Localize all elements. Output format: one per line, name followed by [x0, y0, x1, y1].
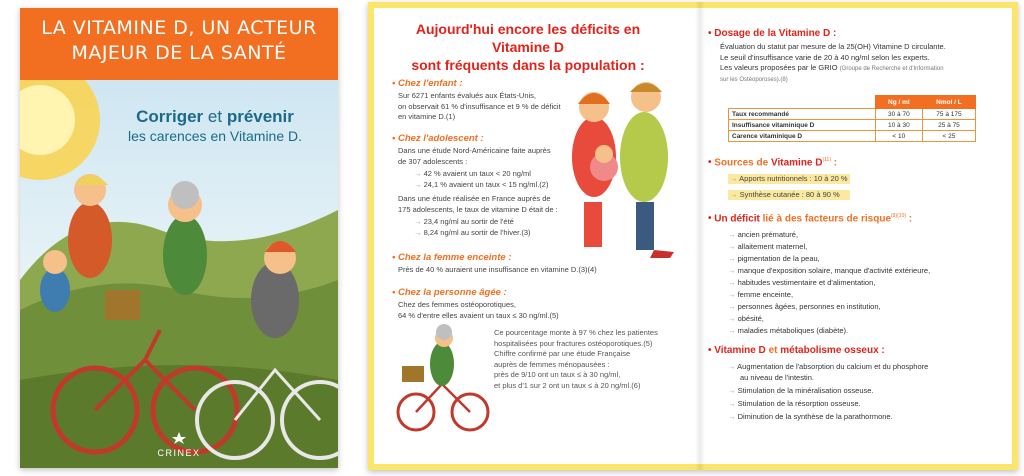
- list-item: → personnes âgées, personnes en institution,: [728, 302, 881, 311]
- list-item: → femme enceinte,: [728, 290, 794, 299]
- list-item: → ancien prématuré,: [728, 230, 799, 239]
- section-heading-agee: • Chez la personne âgée :: [392, 287, 507, 298]
- table-row: Carence vitaminique D < 10 < 25: [729, 131, 976, 142]
- brochure-inner-spread: [368, 2, 1018, 470]
- section-text-adolescent-1: Dans une étude Nord-Américaine faite auprès de 307 adolescents :: [398, 146, 551, 166]
- list-item: → 23,4 ng/ml au sortir de l'été: [414, 217, 514, 226]
- section-text-adolescent-2: Dans une étude réalisée en France auprès de 175 adolescents, le taux de vitamine D était de :: [398, 194, 558, 214]
- list-item: → Stimulation de la résorption osseuse.: [728, 399, 861, 408]
- list-item: → maladies métaboliques (diabète).: [728, 326, 849, 335]
- section-heading-sources: • Sources de Vitamine $D^{(11)}$ :: [708, 157, 837, 168]
- list-item: → obésité,: [728, 314, 764, 323]
- section-heading-risques: • Un déficit lié à des facteurs de risque$^{(9)(10)}$ :: [708, 213, 912, 224]
- table-row: Taux recommandé 30 à 70 75 à 175: [729, 109, 976, 120]
- list-item: → habitudes vestimentaire et d'alimentation,: [728, 278, 876, 287]
- section-text-enceinte: Près de 40 % auraient une insuffisance en vitamine D.(3)(4): [398, 265, 597, 274]
- cover-title-band: [20, 8, 338, 80]
- list-item: → 8,24 ng/ml au sortir de l'hiver.(3): [414, 228, 531, 237]
- list-item: → Synthèse cutanée : 80 à 90 %: [728, 190, 850, 200]
- list-item: → Diminution de la synthèse de la parathormone.: [728, 412, 893, 421]
- section-text-dosage: Évaluation du statut par mesure de la 25(OH) Vitamine D circulante. Le seuil d'insuffisance varie de 20 à 40 ng/ml selon les experts. Les valeurs proposées par le GRIO (Groupe de Recherche et d'Information sur les Ostéoporoses).(8): [720, 42, 946, 83]
- section-text-agee: Chez des femmes ostéoporotiques, 64 % d'entre elles avaient un taux ≤ 30 ng/ml.(5): [398, 300, 559, 320]
- publisher-logo-icon: [172, 432, 186, 444]
- list-item: → manque d'exposition solaire, manque d'activité extérieure,: [728, 266, 931, 275]
- section-heading-adolescent: • Chez l'adolescent :: [392, 133, 484, 144]
- section-heading-metabolisme: • Vitamine D et métabolisme osseux :: [708, 345, 885, 356]
- section-heading-enceinte: • Chez la femme enceinte :: [392, 252, 511, 263]
- list-item: → 42 % avaient un taux < 20 ng/ml: [414, 169, 531, 178]
- left-page-title: Aujourd'hui encore les déficits en Vitamine D sont fréquents dans la population :: [411, 21, 645, 73]
- table-row: Insuffisance vitaminique D 10 à 30 25 à 75: [729, 120, 976, 131]
- publisher-name: CRINEX: [157, 448, 201, 458]
- list-item: → allaitement maternel,: [728, 242, 808, 251]
- grandmother-bicycle-illustration: [394, 324, 490, 434]
- list-item: → Stimulation de la minéralisation osseuse.: [728, 386, 874, 395]
- list-item: au niveau de l'intestin.: [740, 373, 814, 382]
- section-heading-dosage: • Dosage de la Vitamine D :: [708, 28, 836, 39]
- list-item: → Augmentation de l'absorption du calcium et du phosphore: [728, 362, 929, 371]
- spread-fold: [695, 2, 705, 470]
- table-header: Ng / ml: [875, 96, 922, 109]
- vitamin-d-threshold-table: [728, 95, 976, 142]
- table-header: Nmol / L: [922, 96, 975, 109]
- list-item: → Apports nutritionnels : 10 à 20 %: [728, 174, 850, 184]
- cover-title: LA VITAMINE D, UN ACTEUR MAJEUR DE LA SANTÉ: [41, 17, 317, 64]
- section-text-agee-extra: Ce pourcentage monte à 97 % chez les patientes hospitalisées pour fractures ostéoporotiques.(5) Chiffre confirmé par une étude Française auprès de femmes ménopausées : près de 9/10 ont un taux ≤ à 30 ng/ml, et plus d'1 sur 2 ont un taux ≤ à 20 ng/ml.(6): [494, 328, 658, 390]
- brochure-cover: [20, 8, 338, 468]
- section-heading-enfant: • Chez l'enfant :: [392, 78, 463, 89]
- family-illustration: [564, 62, 682, 262]
- cover-tagline: Corriger et prévenir les carences en Vitamine D.: [127, 107, 303, 144]
- list-item: → pigmentation de la peau,: [728, 254, 820, 263]
- list-item: → 24,1 % avaient un taux < 15 ng/ml.(2): [414, 180, 549, 189]
- section-text-enfant: Sur 6271 enfants évalués aux États-Unis, on observait 61 % d'insuffisance et 9 % de déficit en vitamine D.(1): [398, 91, 561, 121]
